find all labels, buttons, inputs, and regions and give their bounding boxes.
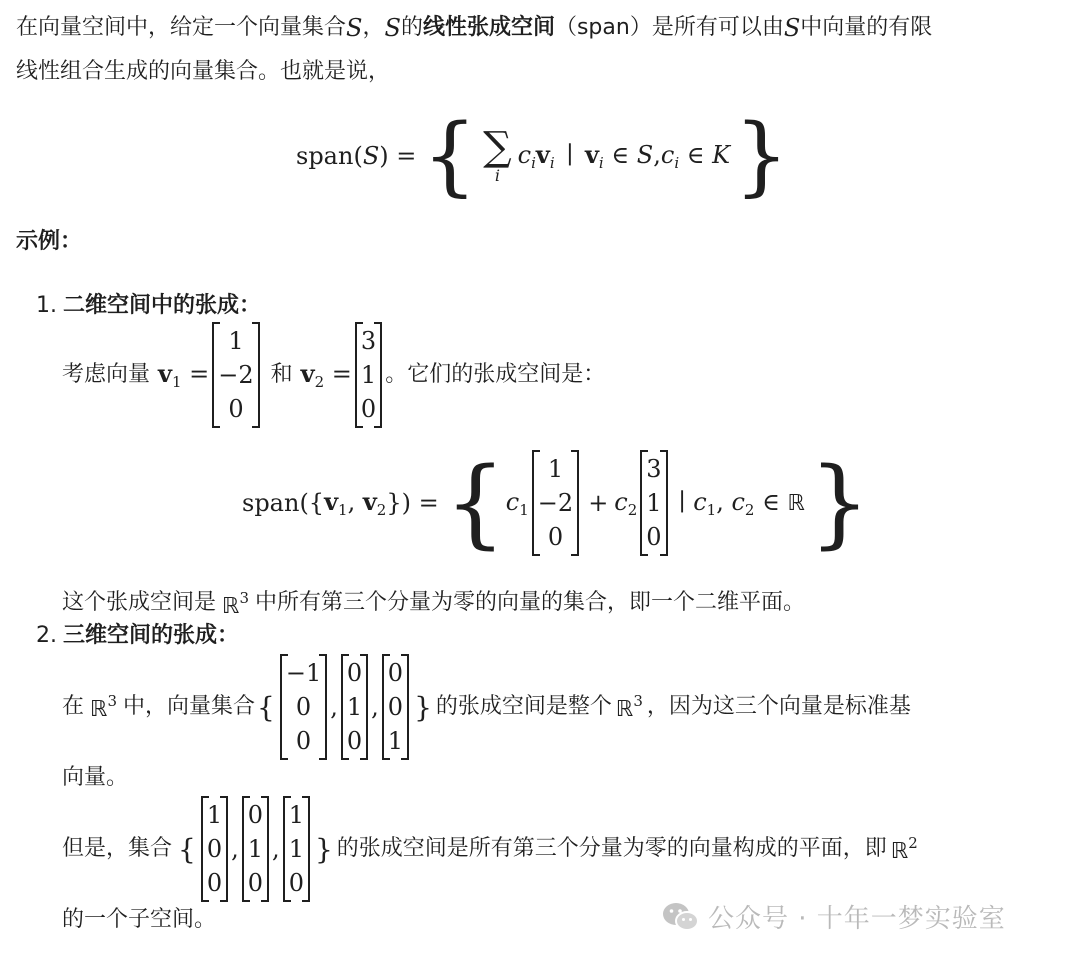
matrix-entry: 0	[247, 869, 264, 897]
text-in: 在	[62, 694, 85, 719]
formula-span-v1-v2: span({ $v_1$, $v_2$ }) = { $c_1$ 1 −2 0 + $c_2$ 3 1 0 ∣ $c_1$, $c_2$ ∈ ℝ }	[242, 447, 871, 559]
example-1-title	[36, 290, 261, 322]
matrix-entry: 0	[206, 835, 223, 863]
matrix-m1	[280, 654, 327, 760]
math-sub-i: i	[598, 154, 604, 172]
matrix-m2	[341, 654, 368, 760]
matrix-entry: 0	[228, 395, 244, 423]
sum-index: i	[494, 166, 500, 185]
matrix-v1	[212, 322, 259, 428]
matrix-entry: 1	[247, 835, 264, 863]
matrix-n1	[201, 796, 228, 902]
matrix-entry: 0	[547, 523, 564, 551]
matrix-entry: 0	[288, 869, 304, 897]
math-sub-i: i	[674, 154, 680, 172]
matrix-entry: −2	[537, 489, 574, 517]
example-2-standard-basis: 在 ℝ$^3$ 中，向量集合 { −1 0 0 , 0 1 0 , 0 0 1 } 的张成空间是整个 ℝ$^3$ ，因为这三个向量是标准基	[62, 654, 911, 760]
intro-text: 在向量空间中，给定一个向量集合	[16, 15, 347, 40]
math-sub-i: i	[549, 154, 555, 172]
matrix-entry: 1	[206, 801, 223, 829]
left-brace: {	[422, 106, 478, 206]
math-S: S	[636, 141, 654, 169]
math-sub-i: i	[531, 154, 536, 172]
text-and: 和	[270, 362, 293, 387]
watermark	[662, 898, 1006, 935]
text-after: 的张成空间是所有第三个分量为零的向量构成的平面，即	[336, 836, 887, 861]
text-but: 但是，集合	[62, 836, 173, 861]
matrix-entry: −2	[218, 361, 254, 389]
intro-text: 中向量的有限	[800, 15, 933, 40]
math-S: S	[346, 14, 363, 42]
matrix-entry: 0	[295, 693, 312, 721]
matrix-entry: 1	[288, 801, 304, 829]
matrix-entry: −1	[285, 659, 322, 687]
example-title: 二维空间中的张成：	[63, 293, 262, 318]
list-number: 1.	[36, 293, 57, 318]
math-R: ℝ	[787, 490, 805, 516]
left-brace: {	[444, 447, 506, 559]
intro-text: （span）是所有可以由	[554, 15, 784, 40]
matrix-entry: 3	[360, 327, 377, 355]
math-v: v	[535, 140, 550, 169]
matrix-entry: 0	[346, 659, 363, 687]
matrix-entry: 0	[346, 727, 363, 755]
math-v: v	[584, 140, 599, 169]
math-span: span(	[296, 142, 363, 170]
example-2-plane: 但是，集合 { 1 0 0 , 0 1 0 , 1 1 0 } 的张成空间是所有第三个分量为零的向量构成的平面，即 ℝ$^2$	[62, 796, 918, 902]
sum-operator	[483, 124, 512, 185]
matrix-entry: 3	[646, 455, 662, 483]
matrix-entry: 1	[387, 727, 404, 755]
math-comma: ,	[653, 141, 661, 169]
math-c: c	[660, 141, 675, 169]
matrix-entry: 1	[288, 835, 304, 863]
note-text: 这个张成空间是	[62, 589, 217, 615]
math-exp: 2	[908, 834, 918, 852]
math-R: ℝ	[615, 697, 634, 722]
term-span: 线性张成空间	[422, 15, 555, 40]
matrix-entry: 1	[228, 327, 244, 355]
text-after: ，因为这三个向量是标准基	[646, 694, 911, 719]
math-R: ℝ	[90, 697, 108, 722]
right-brace: }	[734, 106, 789, 206]
example-title: 三维空间的张成：	[63, 623, 240, 648]
matrix-m3	[382, 654, 409, 760]
math-span: span({	[242, 489, 325, 517]
math-in: ∈	[686, 141, 705, 169]
math-S: S	[384, 14, 401, 42]
matrix-v2	[640, 450, 667, 556]
matrix-entry: 0	[206, 869, 223, 897]
formula-span-definition	[296, 108, 789, 204]
matrix-entry: 1	[547, 455, 564, 483]
math-equals: ) =	[379, 142, 417, 170]
math-exp: 3	[633, 692, 643, 710]
matrix-entry: 1	[646, 489, 662, 517]
math-K: K	[712, 141, 731, 169]
text-after: 的张成空间是整个	[435, 694, 612, 719]
example-1-vectors: 考虑向量 $v_1$ = 1 −2 0 和 $v_2$ = 3 1 0 。它们的张成空间是：	[62, 322, 605, 428]
matrix-v2	[355, 322, 382, 428]
example-2-last-line: 的一个子空间。	[62, 907, 217, 932]
right-brace: }	[808, 447, 871, 559]
math-in: ∈	[611, 141, 630, 169]
matrix-entry: 1	[346, 693, 363, 721]
math-R: ℝ	[222, 594, 240, 619]
example-2-line-cont: 向量。	[62, 765, 129, 790]
math-equals: }) =	[386, 489, 439, 517]
matrix-entry: 0	[295, 727, 312, 755]
matrix-entry: 0	[360, 395, 377, 423]
math-S: S	[362, 142, 380, 170]
matrix-n3	[283, 796, 310, 902]
watermark-text: 公众号 · 十年一梦实验室	[708, 904, 1006, 934]
intro-line-2: 线性组合生成的向量集合。也就是说，	[16, 59, 391, 84]
intro-comma: ，	[362, 15, 385, 40]
note-text: 中所有第三个分量为零的向量的集合，即一个二维平面。	[255, 589, 806, 615]
math-c: c	[517, 141, 532, 169]
examples-heading: 示例：	[16, 229, 83, 254]
text-after: 。它们的张成空间是：	[385, 362, 606, 387]
matrix-entry: 1	[360, 361, 377, 389]
intro-text: 的	[400, 15, 423, 40]
list-number: 2.	[36, 623, 57, 648]
matrix-v1	[532, 450, 579, 556]
math-R: ℝ	[890, 839, 909, 864]
math-S: S	[783, 14, 801, 42]
math-exp: 3	[107, 692, 117, 710]
matrix-entry: 0	[387, 659, 404, 687]
example-1-note	[62, 582, 805, 623]
matrix-entry: 0	[646, 523, 662, 551]
math-plus: +	[588, 489, 609, 517]
wechat-icon	[662, 901, 700, 933]
matrix-entry: 0	[247, 801, 264, 829]
matrix-entry: 0	[387, 693, 404, 721]
math-mid: ∣	[566, 141, 574, 169]
math-exp: 3	[239, 589, 249, 607]
text-consider: 考虑向量	[62, 362, 151, 387]
intro-line-1	[16, 12, 932, 44]
sum-symbol: ∑	[483, 124, 512, 170]
example-2-title	[36, 620, 239, 652]
text-in-suffix: 中，向量集合	[123, 694, 256, 719]
matrix-n2	[242, 796, 269, 902]
